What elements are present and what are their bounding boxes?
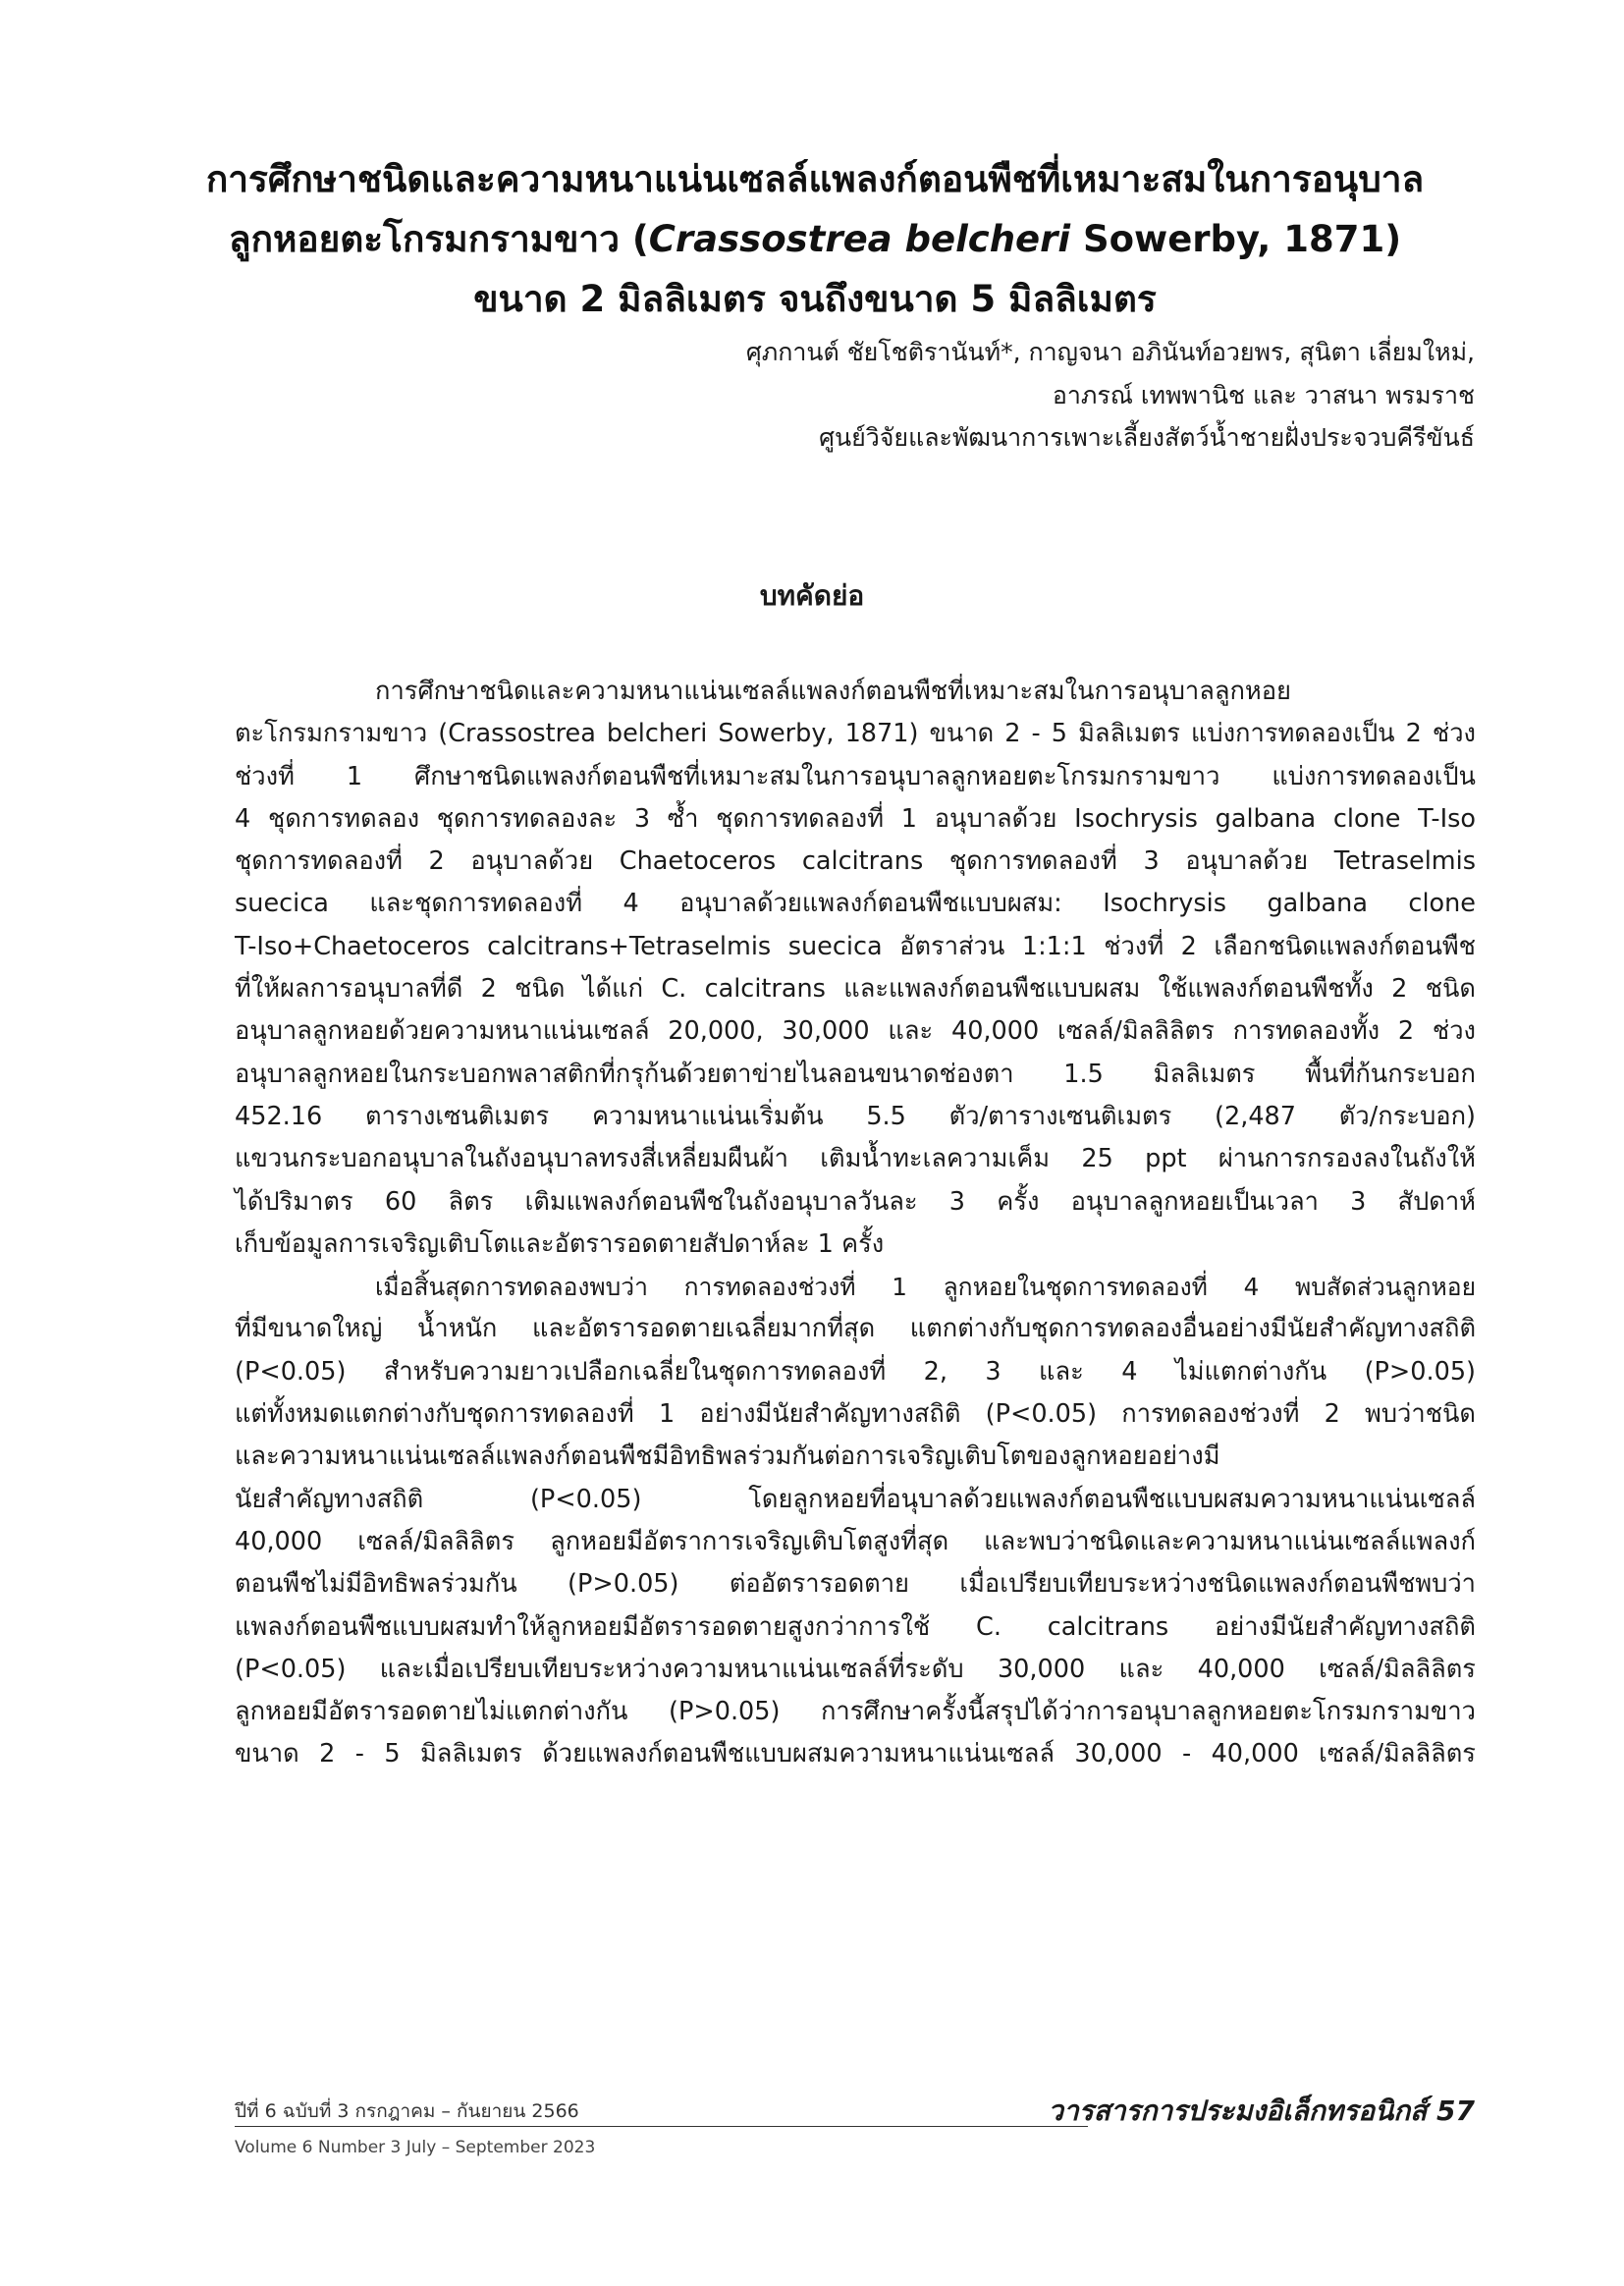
- text-line: อนุบาลลูกหอยในกระบอกพลาสติกที่กรุก้นด้วยตาข่ายไนลอนขนาดช่องตา 1.5 มิลลิเมตร พื้นที่ก้นกระบอก: [235, 1059, 1476, 1089]
- text-line: การศึกษาชนิดและความหนาแน่นเซลล์แพลงก์ตอนพืชที่เหมาะสมในการอนุบาลลูกหอย: [375, 677, 1291, 706]
- footer-journal: [1048, 2090, 1475, 2133]
- title-line-2-pre: ลูกหอยตะโกรมกรามขาว (: [228, 218, 649, 260]
- text-line: 40,000 เซลล์/มิลลิลิตร ลูกหอยมีอัตราการเจริญเติบโตสูงที่สุด และพบว่าชนิดและความหนาแน่นเซลล์แพลงก์: [235, 1526, 1476, 1556]
- abstract-paragraph-1: [235, 671, 1476, 1266]
- text-line: 4 ชุดการทดลอง ชุดการทดลองละ 3 ซ้ำ ชุดการทดลองที่ 1 อนุบาลด้วย Isochrysis galbana clone T-Iso: [235, 803, 1476, 834]
- text-line: เมื่อสิ้นสุดการทดลองพบว่า การทดลองช่วงที่ 1 ลูกหอยในชุดการทดลองที่ 4 พบสัดส่วนลูกหอย: [375, 1273, 1476, 1302]
- text-line: แต่ทั้งหมดแตกต่างกับชุดการทดลองที่ 1 อย่างมีนัยสำคัญทางสถิติ (P<0.05) การทดลองช่วงที่ 2 พบว่าชนิด: [235, 1399, 1476, 1430]
- author-affiliation: ศูนย์วิจัยและพัฒนาการเพาะเลี้ยงสัตว์น้ำชายฝั่งประจวบคีรีขันธ์: [819, 423, 1475, 452]
- author-block: [746, 331, 1475, 460]
- text-line: แพลงก์ตอนพืชแบบผสมทำให้ลูกหอยมีอัตรารอดตายสูงกว่าการใช้ C. calcitrans อย่างมีนัยสำคัญทางสถิติ: [235, 1611, 1476, 1642]
- authors-line-2: อาภรณ์ เทพพานิช และ วาสนา พรมราช: [1052, 380, 1475, 409]
- text-line: suecica และชุดการทดลองที่ 4 อนุบาลด้วยแพลงก์ตอนพืชแบบผสม: Isochrysis galbana clone: [235, 889, 1476, 919]
- text-line: แขวนกระบอกอนุบาลในถังอนุบาลทรงสี่เหลี่ยมผืนผ้า เติมน้ำทะเลความเค็ม 25 ppt ผ่านการกรองลงในถังให้: [235, 1144, 1476, 1174]
- authors-line-1: ศุภกานต์ ชัยโชติรานันท์*, กาญจนา อภินันท์อวยพร, สุนิตา เลี่ยมใหม่,: [745, 338, 1475, 366]
- text-line: ชุดการทดลองที่ 2 อนุบาลด้วย Chaetoceros calcitrans ชุดการทดลองที่ 3 อนุบาลด้วย Tetraselmis: [235, 846, 1476, 877]
- text-line: (P<0.05) และเมื่อเปรียบเทียบระหว่างความหนาแน่นเซลล์ที่ระดับ 30,000 และ 40,000 เซลล์/มิลลิลิตร: [235, 1654, 1476, 1684]
- journal-name: วารสารการประมงอิเล็กทรอนิกส์: [1048, 2095, 1428, 2127]
- paper-title: [177, 149, 1453, 329]
- text-line: ได้ปริมาตร 60 ลิตร เติมแพลงก์ตอนพืชในถังอนุบาลวันละ 3 ครั้ง อนุบาลลูกหอยเป็นเวลา 3 สัปดาห์: [235, 1186, 1476, 1217]
- text-line: 452.16 ตารางเซนติเมตร ความหนาแน่นเริ่มต้น 5.5 ตัว/ตารางเซนติเมตร (2,487 ตัว/กระบอก): [235, 1101, 1476, 1131]
- text-line: ตอนพืชไม่มีอิทธิพลร่วมกัน (P>0.05) ต่ออัตรารอดตาย เมื่อเปรียบเทียบระหว่างชนิดแพลงก์ตอนพืชพบว่า: [235, 1569, 1476, 1600]
- text-line: เก็บข้อมูลการเจริญเติบโตและอัตรารอดตายสัปดาห์ละ 1 ครั้ง: [235, 1228, 885, 1259]
- title-line-1: การศึกษาชนิดและความหนาแน่นเซลล์แพลงก์ตอนพืชที่เหมาะสมในการอนุบาล: [205, 158, 1425, 200]
- footer-divider: [235, 2126, 1088, 2127]
- text-line: ตะโกรมกรามขาว (Crassostrea belcheri Sowerby, 1871) ขนาด 2 - 5 มิลลิเมตร แบ่งการทดลองเป็น 2 ช่วง: [235, 719, 1476, 749]
- text-line: นัยสำคัญทางสถิติ (P<0.05) โดยลูกหอยที่อนุบาลด้วยแพลงก์ตอนพืชแบบผสมความหนาแน่นเซลล์: [235, 1484, 1476, 1514]
- footer-issue-english: Volume 6 Number 3 July – September 2023: [235, 2138, 596, 2157]
- title-line-3: ขนาด 2 มิลลิเมตร จนถึงขนาด 5 มิลลิเมตร: [473, 278, 1157, 320]
- abstract-heading: บทคัดย่อ: [759, 579, 865, 612]
- text-line: ขนาด 2 - 5 มิลลิเมตร ด้วยแพลงก์ตอนพืชแบบผสมความหนาแน่นเซลล์ 30,000 - 40,000 เซลล์/มิลลิลิตร: [235, 1739, 1476, 1769]
- title-line-2-post: Sowerby, 1871): [1070, 218, 1402, 260]
- text-line: ลูกหอยมีอัตรารอดตายไม่แตกต่างกัน (P>0.05) การศึกษาครั้งนี้สรุปได้ว่าการอนุบาลลูกหอยตะโกรมกรามขาว: [235, 1697, 1476, 1727]
- text-line: ช่วงที่ 1 ศึกษาชนิดแพลงก์ตอนพืชที่เหมาะสมในการอนุบาลลูกหอยตะโกรมกรามขาว แบ่งการทดลองเป็น: [235, 761, 1476, 791]
- text-line: และความหนาแน่นเซลล์แพลงก์ตอนพืชมีอิทธิพลร่วมกันต่อการเจริญเติบโตของลูกหอยอย่างมี: [235, 1442, 1220, 1472]
- text-line: T-Iso+Chaetoceros calcitrans+Tetraselmis suecica อัตราส่วน 1:1:1 ช่วงที่ 2 เลือกชนิดแพลงก์ตอนพืช: [235, 931, 1476, 961]
- text-line: อนุบาลลูกหอยด้วยความหนาแน่นเซลล์ 20,000, 30,000 และ 40,000 เซลล์/มิลลิลิตร การทดลองทั้ง 2 ช่วง: [235, 1016, 1476, 1047]
- text-line: ที่ให้ผลการอนุบาลที่ดี 2 ชนิด ได้แก่ C. calcitrans และแพลงก์ตอนพืชแบบผสม ใช้แพลงก์ตอนพืชทั้ง 2 ชนิด: [235, 974, 1476, 1005]
- title-line-2: [177, 209, 1453, 269]
- species-name: Crassostrea belcheri: [648, 218, 1071, 260]
- text-line: (P<0.05) สำหรับความยาวเปลือกเฉลี่ยในชุดการทดลองที่ 2, 3 และ 4 ไม่แตกต่างกัน (P>0.05): [235, 1356, 1476, 1387]
- page-number: 57: [1436, 2095, 1475, 2127]
- abstract-body: [235, 671, 1476, 1776]
- abstract-paragraph-2: [235, 1266, 1476, 1776]
- text-line: ที่มีขนาดใหญ่ น้ำหนัก และอัตรารอดตายเฉลี่ยมากที่สุด แตกต่างกับชุดการทดลองอื่นอย่างมีนัยสำคัญทางสถิติ: [235, 1314, 1476, 1344]
- footer-issue-thai: ปีที่ 6 ฉบับที่ 3 กรกฎาคม – กันยายน 2566: [235, 2100, 579, 2122]
